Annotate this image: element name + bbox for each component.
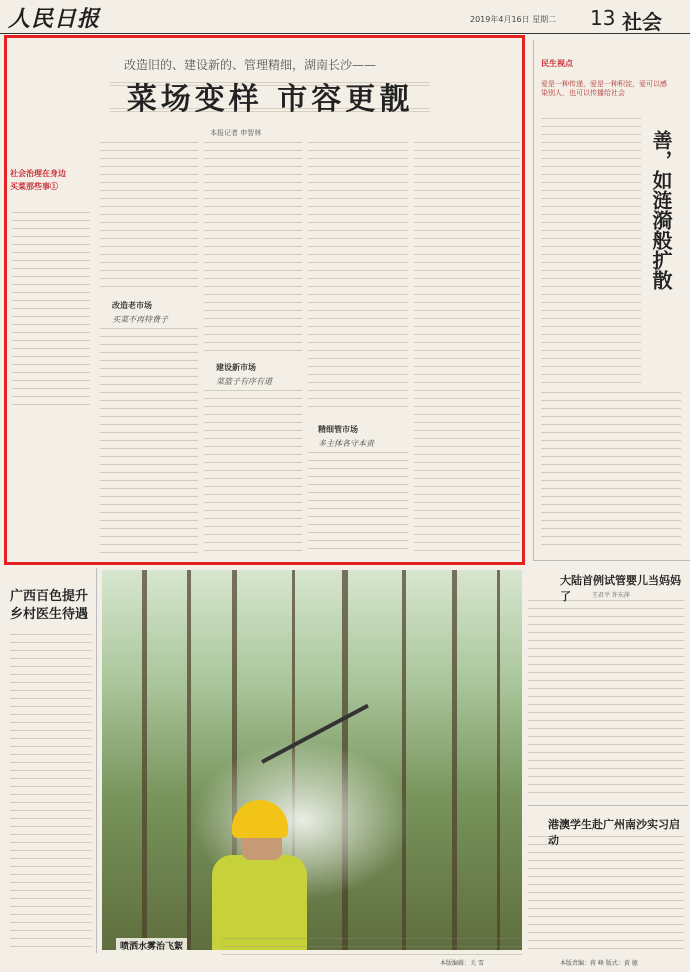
sub2-title: 建设新市场 xyxy=(216,362,256,372)
forest-photo xyxy=(102,570,522,950)
lead-body-col3 xyxy=(308,142,408,410)
lead-body-col2b xyxy=(204,390,302,556)
village-story-title[interactable]: 广西百色提升乡村医生待遇 xyxy=(10,589,89,622)
lead-body-col4 xyxy=(414,142,520,556)
lead-body-col1b xyxy=(100,328,198,556)
photo-tree xyxy=(497,570,500,950)
masthead xyxy=(0,0,690,34)
issue-date: 2019年4月16日 星期二 xyxy=(470,15,557,24)
photo-worker xyxy=(202,800,312,950)
series-label xyxy=(10,168,90,192)
sidebar-body xyxy=(12,212,90,412)
column-divider xyxy=(533,40,534,560)
village-story-body xyxy=(10,634,92,952)
baby-story-title[interactable]: 大陆首例试管婴儿当妈妈了 xyxy=(560,574,681,603)
photo-worker-helmet xyxy=(232,800,288,838)
photo-caption-body xyxy=(222,938,522,956)
lead-kicker: 改造旧的、建设新的、管理精细，湖南长沙—— xyxy=(123,58,376,72)
section-divider xyxy=(533,560,690,561)
students-story-title[interactable]: 港澳学生赴广州南沙实习启动 xyxy=(548,818,680,847)
sub1-title: 改造老市场 xyxy=(112,300,152,310)
photo-caption: 喷洒水雾治飞絮 xyxy=(116,938,187,953)
baby-story-body xyxy=(528,600,684,795)
section-label: 民生视点 xyxy=(541,58,573,68)
right-vertical-title[interactable]: 善，如涟漪般扩散 xyxy=(649,130,673,290)
masthead-rule xyxy=(0,33,690,34)
sub1-subtitle: 买菜不再特费子 xyxy=(112,315,168,324)
photo-worker-vest xyxy=(212,855,307,950)
students-story-body xyxy=(528,836,684,952)
page-number: 13 xyxy=(590,6,616,30)
photo-tree xyxy=(142,570,147,950)
right-intro: 爱是一种传递，爱是一种积淀，爱可以感染别人，也可以传播给社会 xyxy=(541,80,667,97)
lead-body-col3b xyxy=(308,452,408,556)
section-divider xyxy=(528,805,688,806)
page-name: 社会 xyxy=(622,10,662,34)
photo-tree xyxy=(452,570,457,950)
lead-headline[interactable]: 菜场变样 市容更靓 xyxy=(126,82,414,117)
lead-body-col2 xyxy=(204,142,302,352)
right-body xyxy=(541,118,641,388)
footer-editor: 本版编辑：关 雪 xyxy=(440,960,484,967)
series-sub: 买菜那些事① xyxy=(10,181,58,191)
lead-byline: 本报记者 申智林 xyxy=(210,129,262,137)
baby-story-byline: 王君平 许东萍 xyxy=(592,592,630,599)
column-divider xyxy=(96,568,97,953)
sub3-subtitle: 多主体各守本责 xyxy=(318,439,374,448)
photo-tree xyxy=(187,570,191,950)
sub2-subtitle: 菜篮子有序有道 xyxy=(216,377,272,386)
series-name: 社会治理在身边 xyxy=(10,168,66,178)
sub3-title: 精细管市场 xyxy=(318,424,358,434)
footer-design: 本版责编：蒋 峰 版式：黄 德 xyxy=(560,960,638,967)
lead-body-col1 xyxy=(100,142,198,292)
newspaper-logo: 人民日报 xyxy=(8,6,101,32)
right-body-lower xyxy=(541,392,681,552)
